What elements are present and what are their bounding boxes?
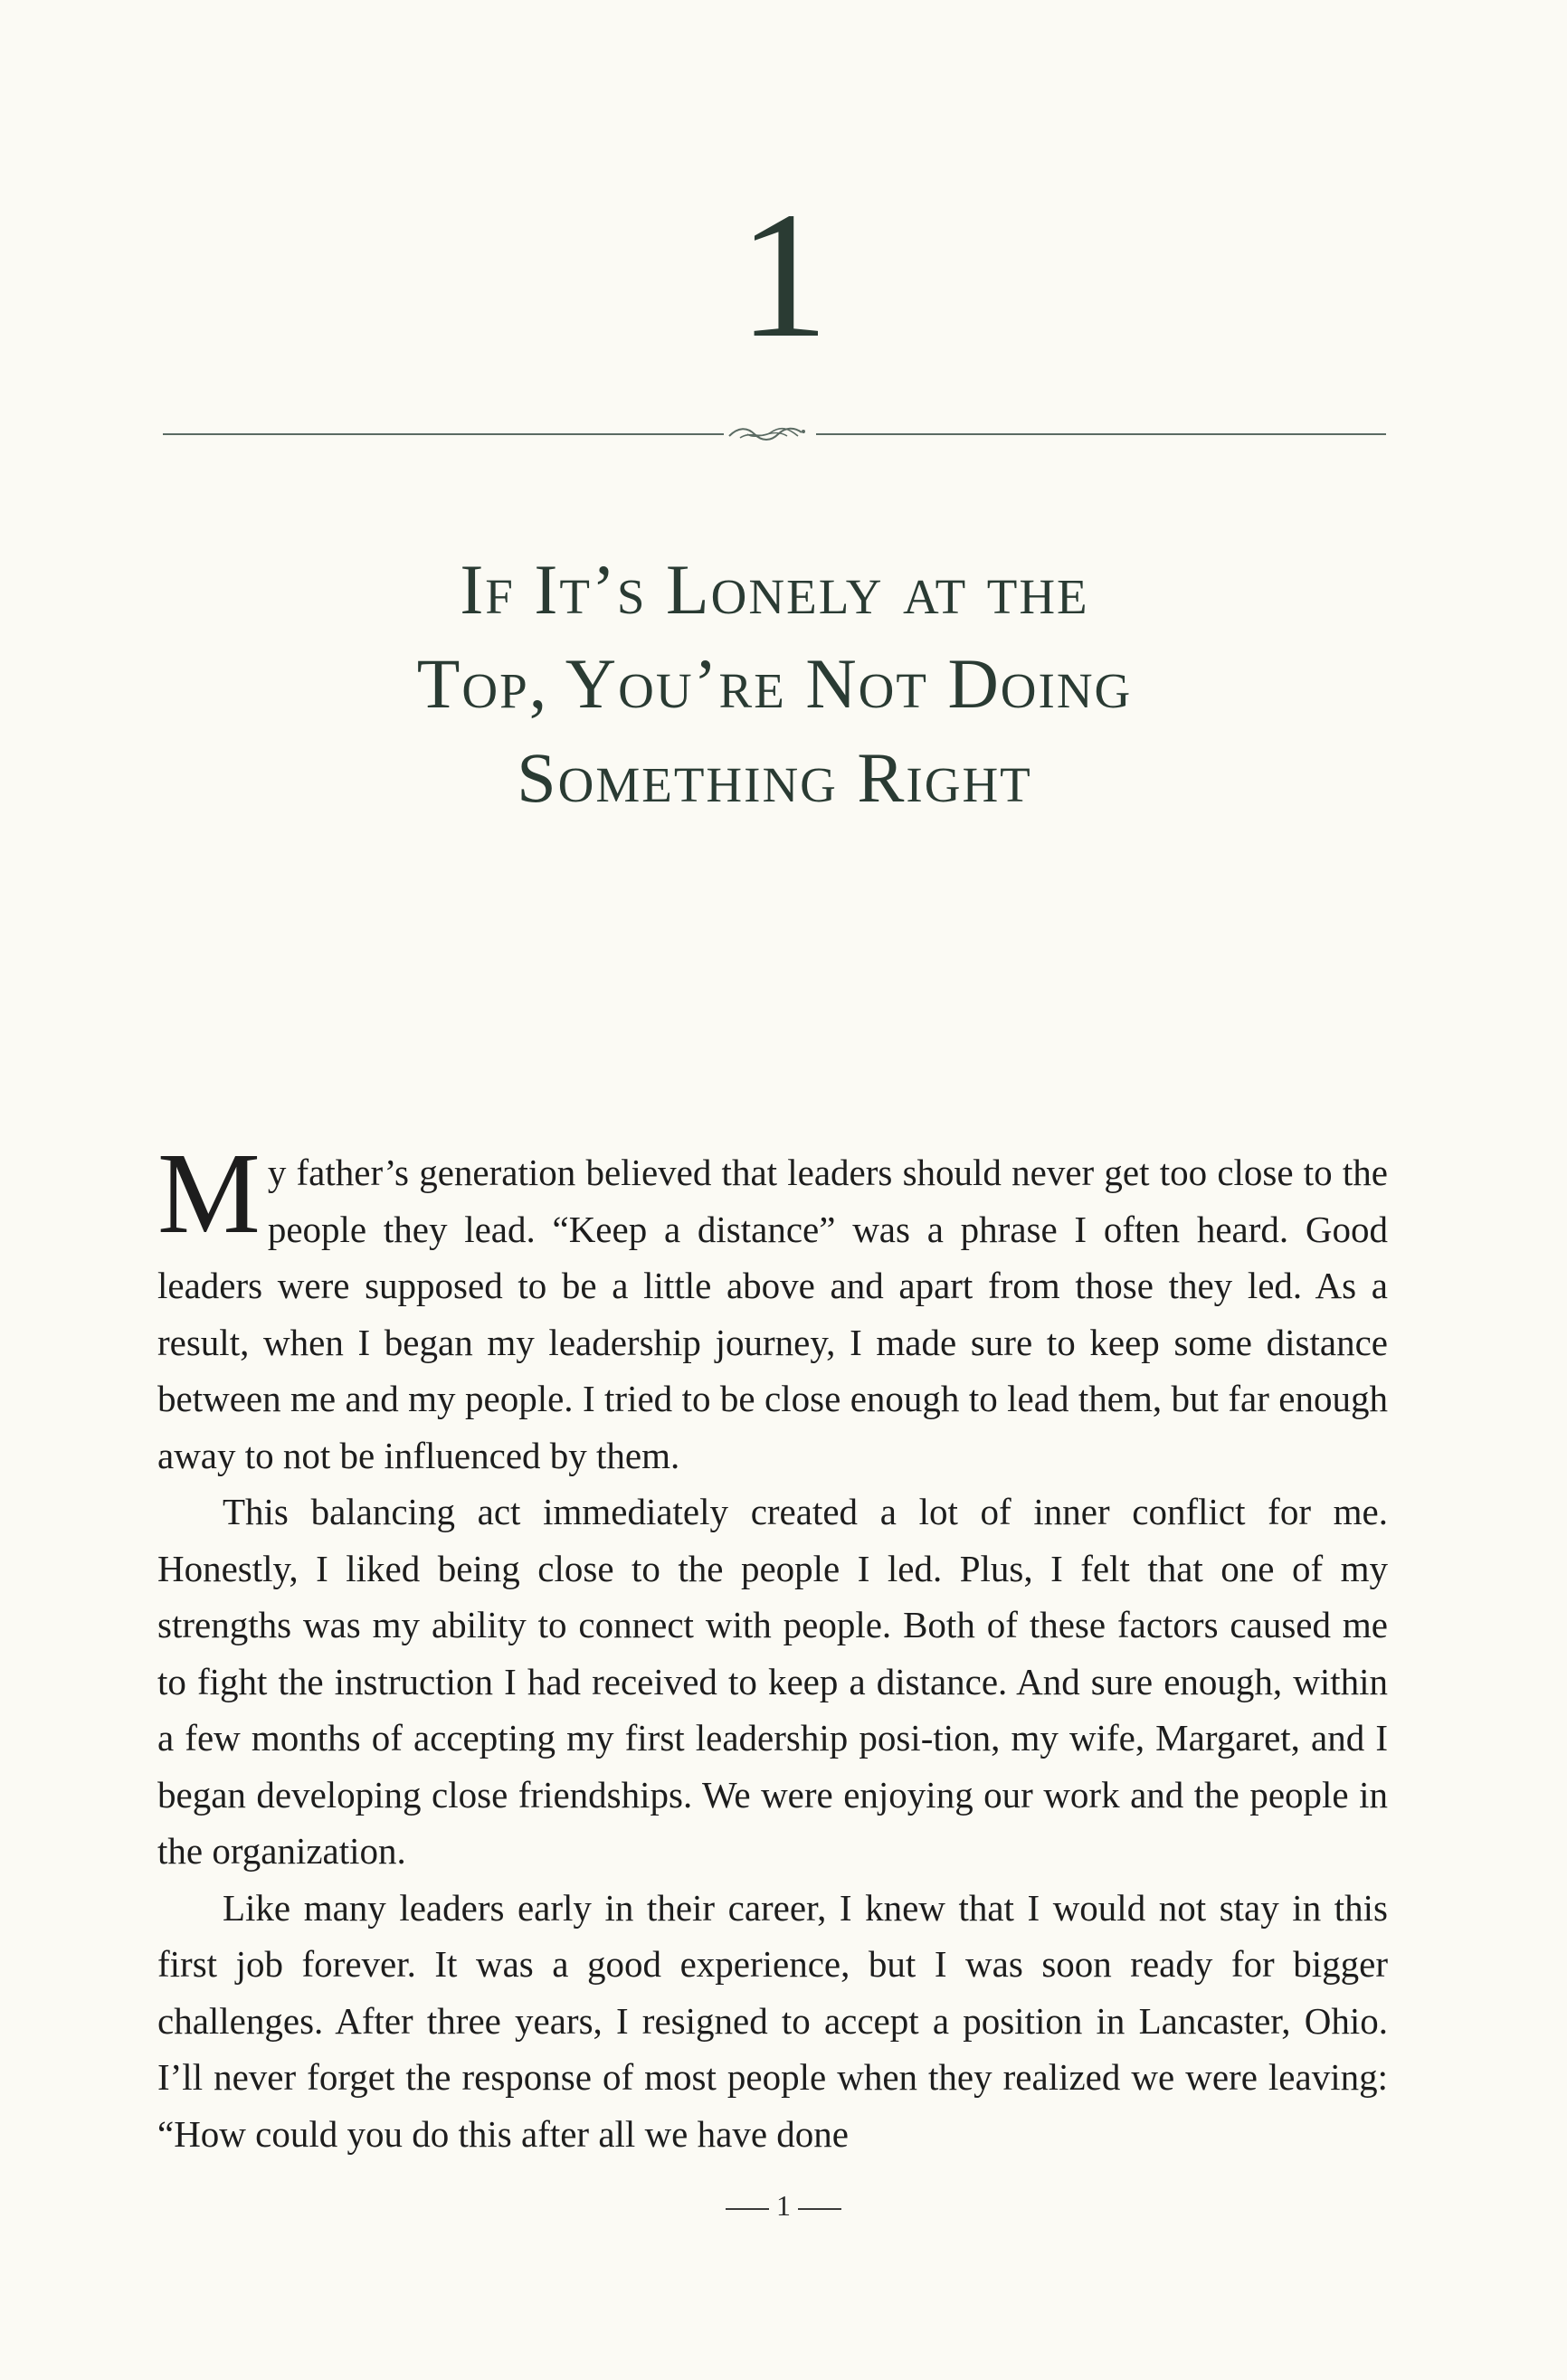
flourish-ornament-icon [724,423,816,445]
chapter-title [163,543,1386,825]
divider-line-left [163,433,724,435]
divider-line-right [816,433,1386,435]
paragraph [157,1129,1388,1484]
ornamental-divider [163,423,1386,445]
paragraph-text: y father’s generation believed that leaders should never get too close to the people they lead. “Keep a distance” was a phrase I often heard. Good leaders were supposed to be a little above and apart from those they led. As a result, when I began my leadership journey, I made sure to keep some distance between me and my people. I tried to be close enough to lead them, but far enough away to not be influenced by them. [157,1152,1388,1476]
folio-dash-left [726,2208,769,2210]
body-text [157,1129,1388,2162]
chapter-title-line: If It’s Lonely at the [460,550,1089,629]
paragraph: Like many leaders early in their career, I knew that I would not stay in this first job forever. It was a good experience, but I was soon ready for bigger challenges. After three years, I resigned to accept a position in Lancaster, Ohio. I’ll never forget the response of most people when they realized we were leaving: “How could you do this after all we have done [157,1886,1388,2155]
chapter-title-line: Top, You’re Not Doing [416,644,1133,723]
paragraph: This balancing act immediately created a lot of inner conflict for me. Honestly, I liked being close to the people I led. Plus, I felt that one of my strengths was my ability to connect with people. Both of these factors caused me to fight the instruction I had received to keep a distance. And sure enough, within a few months of accepting my first leadership posi-tion, my wife, Margaret, and I began developing close friendships. We were enjoying our work and the people in the organization. [157,1491,1388,1872]
chapter-number: 1 [738,175,829,375]
page-number: 1 [776,2189,791,2222]
folio-dash-right [798,2208,841,2210]
chapter-title-line: Something Right [517,738,1032,817]
page-footer [0,2189,1567,2223]
drop-cap: M [157,1129,261,1257]
